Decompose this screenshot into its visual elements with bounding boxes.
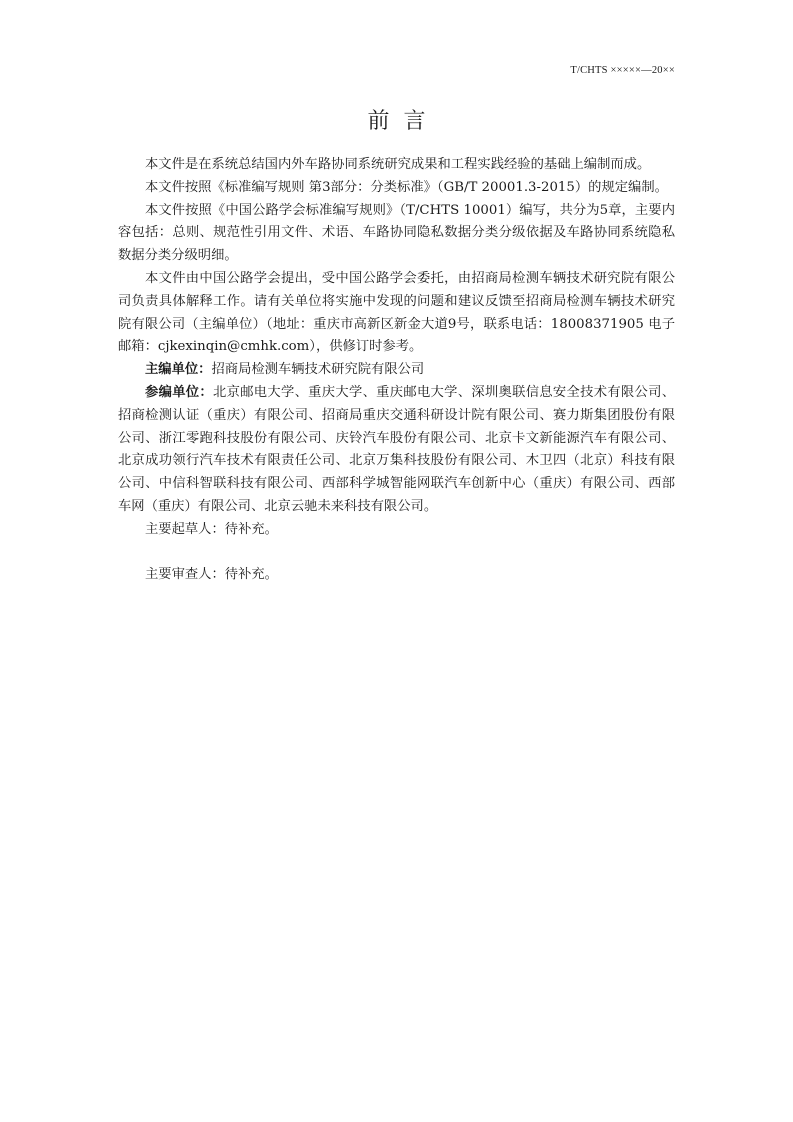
document-body [118, 154, 675, 587]
reviewers-line: 主要审查人：待补充。 [145, 567, 278, 583]
spacer [118, 542, 675, 565]
paragraph-feedback: 本文件由中国公路学会提出，受中国公路学会委托，由招商局检测车辆技术研究院有限公司负责具体解释工作。请有关单位将实施中发现的问题和建议反馈至招商局检测车辆技术研究院有限公司（主编单位）（地址：重庆市高新区新金大道9号，联系电话：18008371905 电子邮箱：cjkexinqin@cmhk.com），供修订时参考。 [118, 270, 675, 355]
paragraph-contents: 本文件按照《中国公路学会标准编写规则》（T/CHTS 10001）编写，共分为5章，主要内容包括：总则、规范性引用文件、术语、车路协同隐私数据分类分级依据及车路协同系统隐私数据分类分级明细。 [118, 202, 675, 264]
chief-editor-label: 主编单位： [145, 362, 212, 378]
participants-value: 北京邮电大学、重庆大学、重庆邮电大学、深圳奥联信息安全技术有限公司、招商检测认证（重庆）有限公司、招商局重庆交通科研设计院有限公司、赛力斯集团股份有限公司、浙江零跑科技股份有限公司、庆铃汽车股份有限公司、北京卡文新能源汽车有限公司、北京成功领行汽车技术有限责任公司、北京万集科技股份有限公司、木卫四（北京）科技有限公司、中信科智联科技有限公司、西部科学城智能网联汽车创新中心（重庆）有限公司、西部车网（重庆）有限公司、北京云驰未来科技有限公司。 [118, 384, 676, 514]
participants-line [118, 382, 675, 519]
chief-editor-line [118, 359, 675, 382]
page-title: 前言 [367, 109, 440, 134]
participants-label: 参编单位： [145, 384, 213, 400]
chief-editor-value: 招商局检测车辆技术研究院有限公司 [211, 362, 425, 378]
drafters-line: 主要起草人：待补充。 [145, 521, 278, 537]
document-code: T/CHTS ×××××—20×× [570, 65, 675, 76]
paragraph-basis: 本文件是在系统总结国内外车路协同系统研究成果和工程实践经验的基础上编制而成。 [145, 157, 651, 172]
paragraph-drafting-rule: 本文件按照《标准编写规则 第3部分：分类标准》（GB/T 20001.3-2015）的规定编制。 [145, 179, 668, 195]
